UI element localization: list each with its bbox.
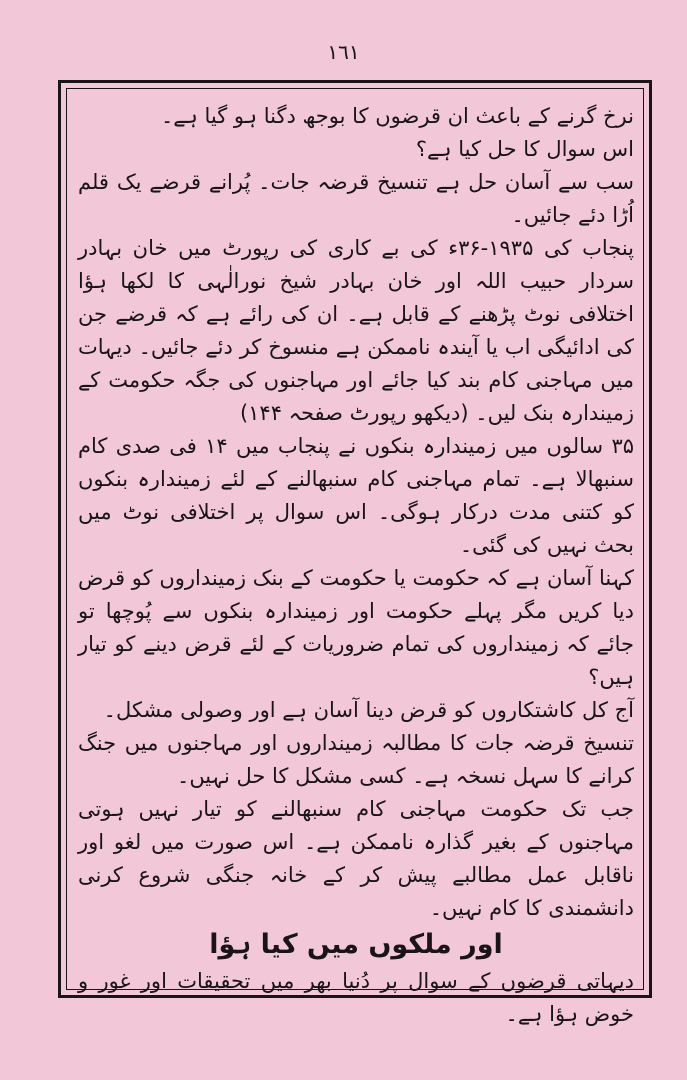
paragraph: تنسیخ قرضہ جات کا مطالبہ زمینداروں اور مہاجنوں میں جنگ کرانے کا سہل نسخہ ہے۔ کسی مشکل کا حل نہیں۔	[78, 731, 634, 788]
section-heading: اور ملکوں میں کیا ہؤا	[209, 929, 503, 960]
paragraph: نرخ گرنے کے باعث ان قرضوں کا بوجھ دگنا ہو گیا ہے۔	[160, 104, 634, 128]
paragraph: کہنا آسان ہے کہ حکومت یا حکومت کے بنک زمینداروں کو قرض دیا کریں مگر پہلے حکومت اور زمیندارہ بنکوں سے پُوچھا تو جائے کہ زمینداروں کی تمام ضروریات کے لئے قرض دینے کو تیار ہیں؟	[78, 566, 634, 689]
page-body	[78, 100, 634, 1026]
paragraph: اس سوال کا حل کیا ہے؟	[415, 137, 634, 161]
paragraph: آج کل کاشتکاروں کو قرض دینا آسان ہے اور وصولی مشکل۔	[103, 698, 634, 722]
paragraph: جب تک حکومت مہاجنی کام سنبھالنے کو تیار نہیں ہوتی مہاجنوں کے بغیر گذارہ ناممکن ہے۔ اس صورت میں لغو اور ناقابل عمل مطالبے پیش کر کے خانہ جنگی شروع کرنی دانشمندی کا کام نہیں۔	[78, 797, 634, 920]
page-number: ١٦١	[327, 40, 360, 64]
closing-paragraph: دیہاتی قرضوں کے سوال پر دُنیا بھر میں تحقیقات اور غور و خوض ہؤا ہے۔	[78, 969, 634, 1026]
paragraph: ۳۵ سالوں میں زمیندارہ بنکوں نے پنجاب میں ۱۴ فی صدی کام سنبھالا ہے۔ تمام مہاجنی کام سنبھالنے کے لئے زمیندارہ بنکوں کو کتنی مدت درکار ہوگی۔ اس سوال پر اختلافی نوٹ میں بحث نہیں کی گئی۔	[78, 434, 634, 557]
paragraph: پنجاب کی ۱۹۳۵-۳۶ء کی بے کاری کی رپورٹ میں خان بہادر سردار حبیب اللہ اور خان بہادر شیخ نورالٰہی کا لکھا ہؤا اختلافی نوٹ پڑھنے کے قابل ہے۔ ان کی رائے ہے کہ قرضے جن کی ادائیگی اب یا آیندہ ناممکن ہے منسوخ کر دئے جائیں۔ دیہات میں مہاجنی کام بند کیا جائے اور مہاجنوں کی جگہ حکومت کے زمیندارہ بنک لیں۔ (دیکھو رپورٹ صفحہ ۱۴۴)	[78, 236, 634, 425]
paragraph: سب سے آسان حل ہے تنسیخ قرضہ جات۔ پُرانے قرضے یک قلم اُڑا دئے جائیں۔	[78, 170, 634, 227]
